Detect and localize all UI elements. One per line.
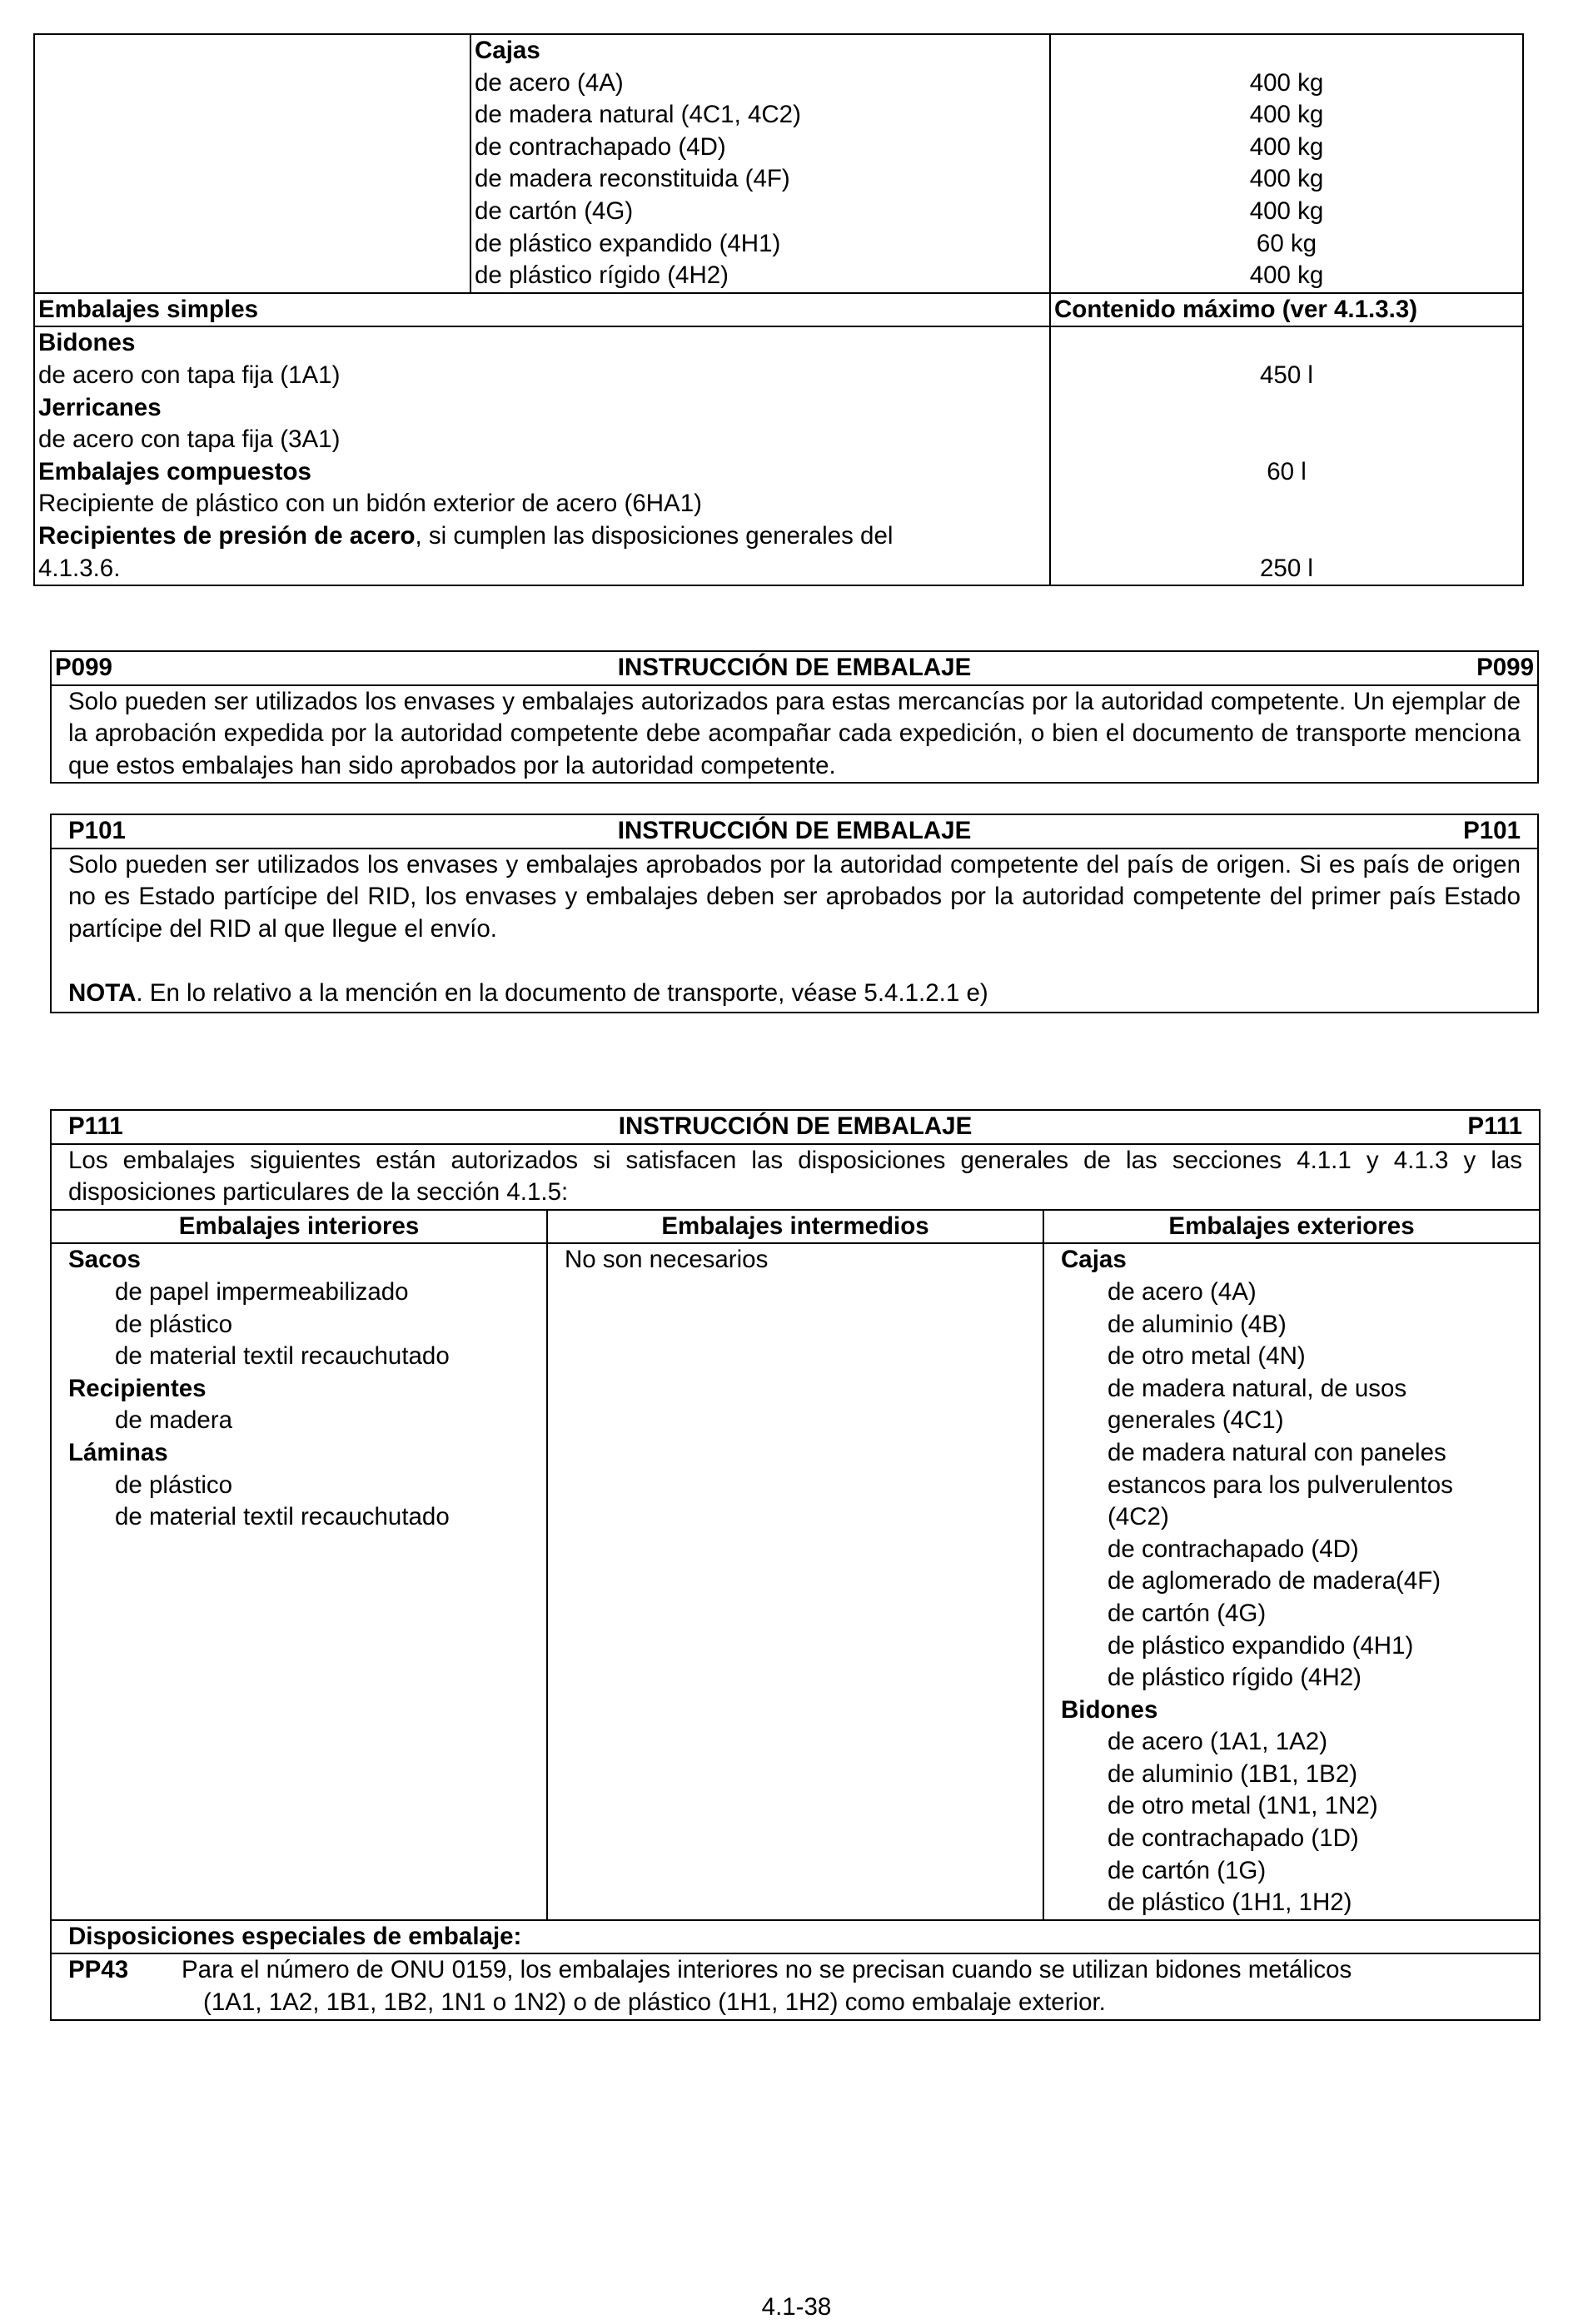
- ext-cajas-item: de cartón (4G): [1108, 1599, 1267, 1627]
- p111-code-right: P111: [1467, 1112, 1523, 1140]
- ext-cajas-item: de acero (4A): [1108, 1277, 1257, 1306]
- pp43-row: [68, 1954, 1536, 2018]
- ext-cajas-item: generales (4C1): [1108, 1406, 1284, 1435]
- cajas-item: de contrachapado (4D): [475, 132, 726, 161]
- cajas-item: de plástico expandido (4H1): [475, 229, 781, 257]
- compuestos-heading: Embalajes compuestos: [38, 457, 311, 485]
- ext-cajas-item: de aluminio (4B): [1108, 1310, 1287, 1338]
- ext-bidones-heading: Bidones: [1061, 1695, 1158, 1724]
- cajas-item: de plástico rígido (4H2): [475, 261, 729, 290]
- sacos-heading: Sacos: [68, 1246, 141, 1274]
- p101-nota-label: NOTA: [68, 978, 137, 1007]
- p101-nota: [68, 978, 1521, 1010]
- p101-nota-text: . En lo relativo a la mención en la documento de transporte, véase 5.4.1.2.1 e): [136, 978, 988, 1007]
- cajas-value: 400 kg: [1249, 132, 1324, 161]
- sacos-item: de papel impermeabilizado: [115, 1277, 409, 1306]
- p099-header: [51, 651, 1538, 685]
- ext-bidones-item: de cartón (1G): [1108, 1856, 1267, 1884]
- p101-body: [51, 848, 1538, 1013]
- col-header-intermedios: Embalajes intermedios: [547, 1210, 1043, 1244]
- presion-bold: Recipientes de presión de acero: [38, 521, 416, 550]
- page-number: 4.1-38: [761, 2293, 832, 2321]
- contenido-header: Contenido máximo (ver 4.1.3.3): [1050, 293, 1523, 327]
- intermedios-text: No son necesarios: [565, 1246, 769, 1274]
- p111-title: INSTRUCCIÓN DE EMBALAJE: [618, 1112, 973, 1140]
- p101-code-left: P101: [68, 817, 126, 844]
- pp43-text: [182, 1954, 1536, 2018]
- presion-line2: 4.1.3.6.: [38, 554, 121, 582]
- ext-bidones-item: de acero (1A1, 1A2): [1108, 1728, 1328, 1756]
- cajas-value: 400 kg: [1249, 165, 1324, 193]
- cajas-item: de madera natural (4C1, 4C2): [475, 101, 801, 129]
- p099-instruction-table: [50, 650, 1539, 784]
- jerricanes-heading: Jerricanes: [38, 393, 162, 421]
- cajas-item: de madera reconstituida (4F): [475, 165, 790, 193]
- col-header-exteriores: Embalajes exteriores: [1043, 1210, 1540, 1244]
- ext-bidones-item: de otro metal (1N1, 1N2): [1108, 1792, 1378, 1820]
- pp43-cell: [51, 1953, 1540, 2019]
- p101-instruction-table: [50, 814, 1539, 1013]
- ext-bidones-item: de contrachapado (1D): [1108, 1824, 1359, 1853]
- laminas-item: de material textil recauchutado: [115, 1503, 450, 1531]
- jerricanes-item: de acero con tapa fija (3A1): [38, 425, 341, 454]
- value-60: 60 l: [1267, 457, 1307, 485]
- recipientes-heading: Recipientes: [68, 1374, 207, 1402]
- col-header-interiores: Embalajes interiores: [51, 1210, 547, 1244]
- ext-cajas-item: de aglomerado de madera(4F): [1108, 1567, 1441, 1595]
- ext-cajas-item: de plástico rígido (4H2): [1108, 1664, 1362, 1692]
- especiales-header: Disposiciones especiales de embalaje:: [51, 1920, 1540, 1954]
- ext-bidones-item: de plástico (1H1, 1H2): [1108, 1889, 1352, 1917]
- bidones-item: de acero con tapa fija (1A1): [38, 361, 341, 389]
- simples-values-cell: [1050, 326, 1523, 585]
- exteriores-cell: [1043, 1243, 1540, 1919]
- compuestos-item: Recipiente de plástico con un bidón exterior de acero (6HA1): [38, 490, 702, 518]
- ext-cajas-item: (4C2): [1108, 1503, 1169, 1531]
- pp43-line1: Para el número de ONU 0159, los embalajes interiores no se precisan cuando se utilizan bidones metálicos: [182, 1956, 1352, 1984]
- laminas-item: de plástico: [115, 1471, 233, 1499]
- empty-left-cell: [34, 34, 470, 293]
- p111-intro: Los embalajes siguientes están autorizados si satisfacen las disposiciones generales de las secciones 4.1.1 y 4.1.3 y las disposiciones particulares de la sección 4.1.5:: [51, 1144, 1540, 1210]
- cajas-item: de cartón (4G): [475, 197, 634, 225]
- cajas-values-cell: [1050, 34, 1523, 293]
- cajas-list-cell: [470, 34, 1050, 293]
- presion-line: [38, 520, 1046, 553]
- cajas-heading: Cajas: [475, 37, 540, 64]
- simples-header: Embalajes simples: [34, 293, 1050, 327]
- ext-cajas-heading: Cajas: [1061, 1246, 1127, 1274]
- value-450: 450 l: [1260, 361, 1313, 389]
- cajas-value: 400 kg: [1249, 101, 1324, 129]
- p111-instruction-table: [50, 1109, 1541, 2021]
- ext-cajas-item: de madera natural con paneles: [1108, 1438, 1446, 1466]
- p101-header: [51, 814, 1538, 848]
- p101-title: INSTRUCCIÓN DE EMBALAJE: [617, 817, 972, 844]
- sacos-item: de plástico: [115, 1310, 233, 1338]
- pp43-line2: (1A1, 1A2, 1B1, 1B2, 1N1 o 1N2) o de plástico (1H1, 1H2) como embalaje exterior.: [203, 1988, 1106, 2017]
- p101-code-right: P101: [1463, 817, 1521, 844]
- cajas-value: 60 kg: [1256, 229, 1317, 257]
- bidones-heading: Bidones: [38, 329, 136, 357]
- cajas-item: de acero (4A): [475, 68, 624, 97]
- ext-cajas-item: de otro metal (4N): [1108, 1342, 1306, 1371]
- p099-text: Solo pueden ser utilizados los envases y embalajes autorizados para estas mercancías por la autoridad competente. Un ejemplar de la aprobación expedida por la autoridad competente debe acompañar cada expedición, o bien el documento de transporte menciona que estos embalajes han sido aprobados por la autoridad competente.: [51, 685, 1538, 784]
- cajas-value: 400 kg: [1249, 261, 1324, 290]
- pp43-code: PP43: [68, 1956, 129, 1984]
- p099-title: INSTRUCCIÓN DE EMBALAJE: [617, 654, 972, 681]
- top-packaging-table: [33, 33, 1524, 586]
- p101-text: Solo pueden ser utilizados los envases y embalajes aprobados por la autoridad competente del país de origen. Si es país de origen no es Estado partícipe del RID, los envases y embalajes deben ser aprobados por la autoridad competente del primer país Estado partícipe del RID al que llegue el envío.: [68, 850, 1521, 943]
- p099-code-right: P099: [1476, 654, 1534, 681]
- recipientes-item: de madera: [115, 1406, 233, 1435]
- p099-code-left: P099: [55, 654, 112, 681]
- ext-bidones-item: de aluminio (1B1, 1B2): [1108, 1759, 1358, 1788]
- ext-cajas-item: de contrachapado (4D): [1108, 1535, 1359, 1563]
- ext-cajas-item: estancos para los pulverulentos: [1108, 1471, 1453, 1499]
- value-250: 250 l: [1260, 554, 1313, 582]
- ext-cajas-item: de plástico expandido (4H1): [1108, 1631, 1414, 1660]
- cajas-value: 400 kg: [1249, 197, 1324, 225]
- simples-list-cell: [34, 326, 1050, 585]
- laminas-heading: Láminas: [68, 1438, 168, 1466]
- intermedios-cell: [547, 1243, 1043, 1919]
- ext-cajas-item: de madera natural, de usos: [1108, 1374, 1407, 1402]
- interiores-cell: [51, 1243, 547, 1919]
- p111-header: [51, 1110, 1540, 1144]
- p111-code-left: P111: [68, 1112, 123, 1140]
- presion-rest: , si cumplen las disposiciones generales del: [415, 521, 894, 550]
- cajas-value: 400 kg: [1249, 68, 1324, 97]
- sacos-item: de material textil recauchutado: [115, 1342, 450, 1371]
